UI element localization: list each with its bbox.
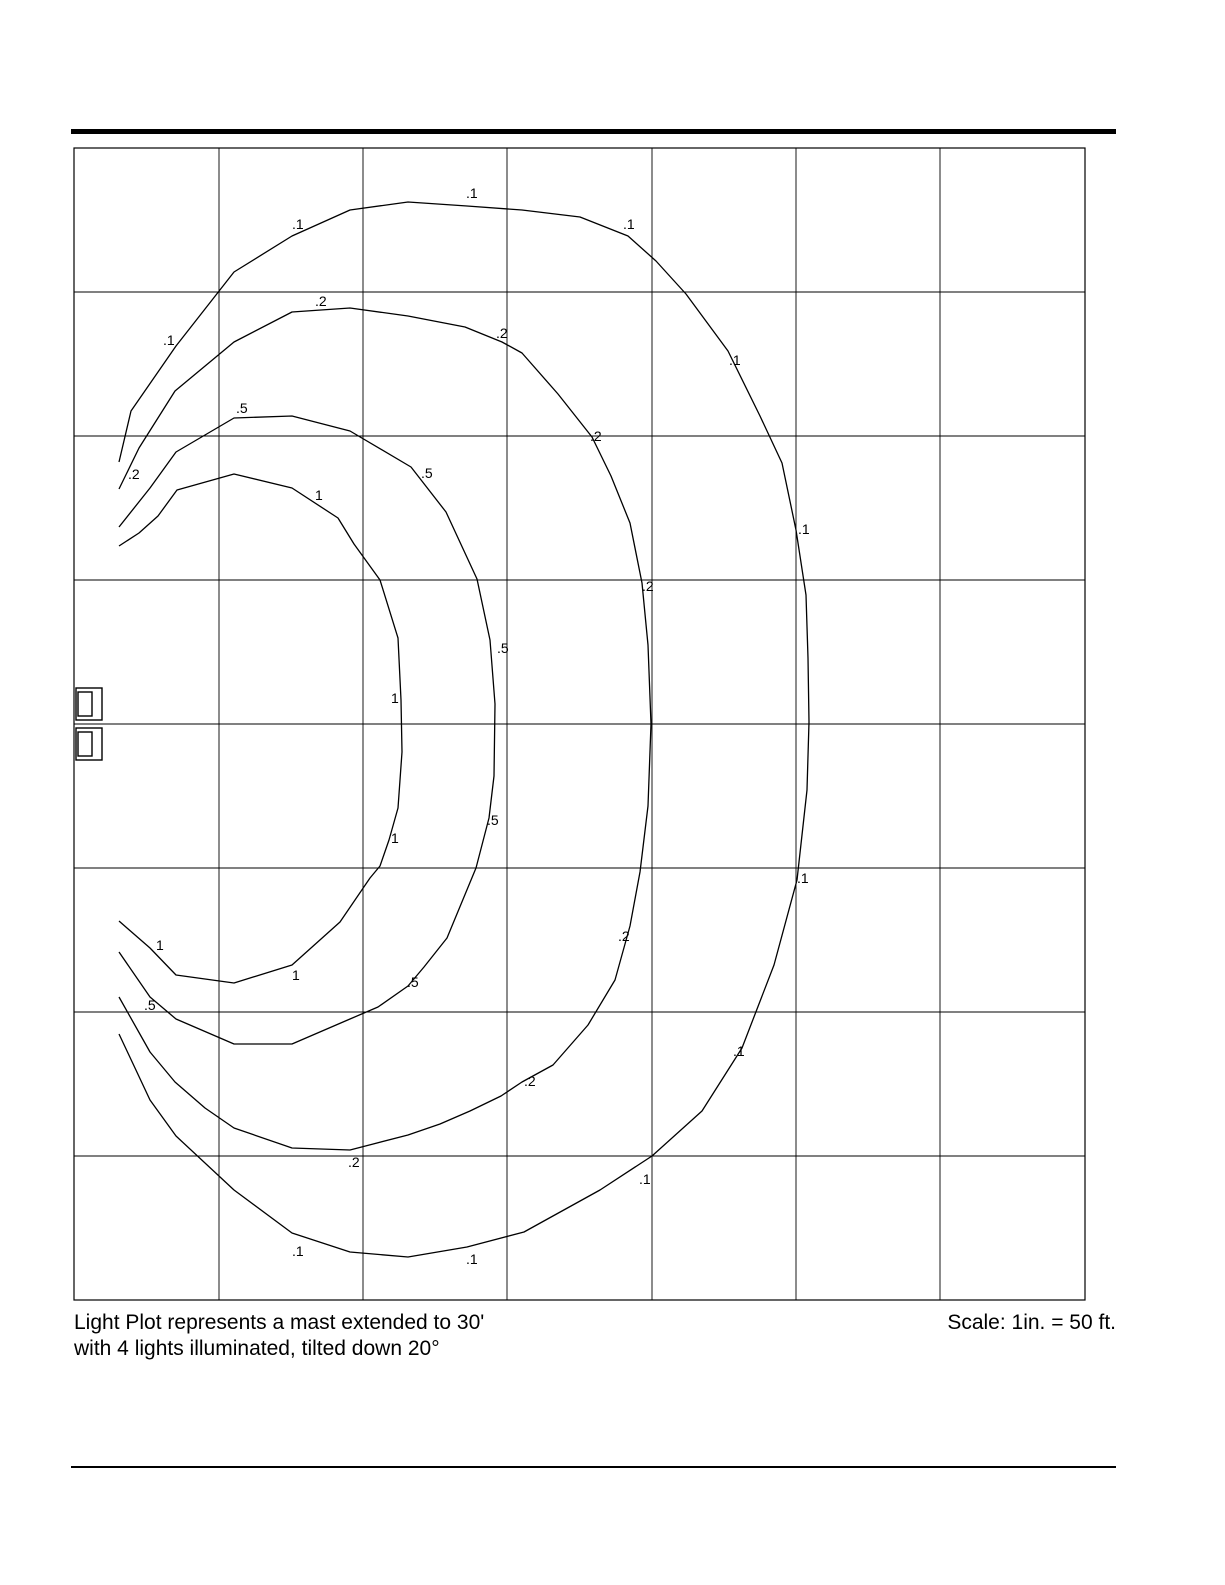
contour-label: .1	[292, 1243, 304, 1259]
plot-caption	[74, 1310, 484, 1362]
contour-label: .5	[497, 640, 509, 656]
contour-label: .2	[315, 293, 327, 309]
contour-label: 1	[391, 690, 399, 706]
scale-note: Scale: 1in. = 50 ft.	[947, 1311, 1116, 1334]
contour-0.1	[119, 202, 809, 1257]
contour-label: 1	[315, 487, 323, 503]
contour-label: .5	[407, 974, 419, 990]
grid	[74, 148, 1085, 1300]
contour-label: .5	[421, 465, 433, 481]
contour-label: .2	[642, 578, 654, 594]
contour-0.2	[119, 308, 651, 1150]
contour-label: .2	[618, 928, 630, 944]
contour-label: .1	[798, 521, 810, 537]
contour-label: .5	[144, 997, 156, 1013]
contour-label: .2	[524, 1073, 536, 1089]
contour-label: .1	[292, 216, 304, 232]
contour-label: 1	[292, 967, 300, 983]
contour-label: .1	[466, 185, 478, 201]
contour-label: .2	[496, 325, 508, 341]
caption-line: Light Plot represents a mast extended to 30'	[74, 1311, 485, 1334]
contour-label: 1	[156, 937, 164, 953]
contour-label: .2	[590, 428, 602, 444]
contour-label: .1	[163, 332, 175, 348]
contour-label: .1	[623, 216, 635, 232]
contour-label: .1	[639, 1171, 651, 1187]
contour-label: .5	[236, 400, 248, 416]
caption-line: with 4 lights illuminated, tilted down 20°	[74, 1337, 440, 1360]
contour-label: .2	[128, 466, 140, 482]
contour-1	[119, 474, 402, 983]
contour-label: .1	[733, 1043, 745, 1059]
contour-label: .1	[466, 1251, 478, 1267]
contour-label: .1	[729, 352, 741, 368]
bottom-rule	[71, 1466, 1116, 1468]
contour-label: .5	[487, 812, 499, 828]
contour-label: .2	[348, 1154, 360, 1170]
contour-label: .1	[797, 870, 809, 886]
contour-0.5	[119, 416, 495, 1044]
contour-label: 1	[391, 830, 399, 846]
